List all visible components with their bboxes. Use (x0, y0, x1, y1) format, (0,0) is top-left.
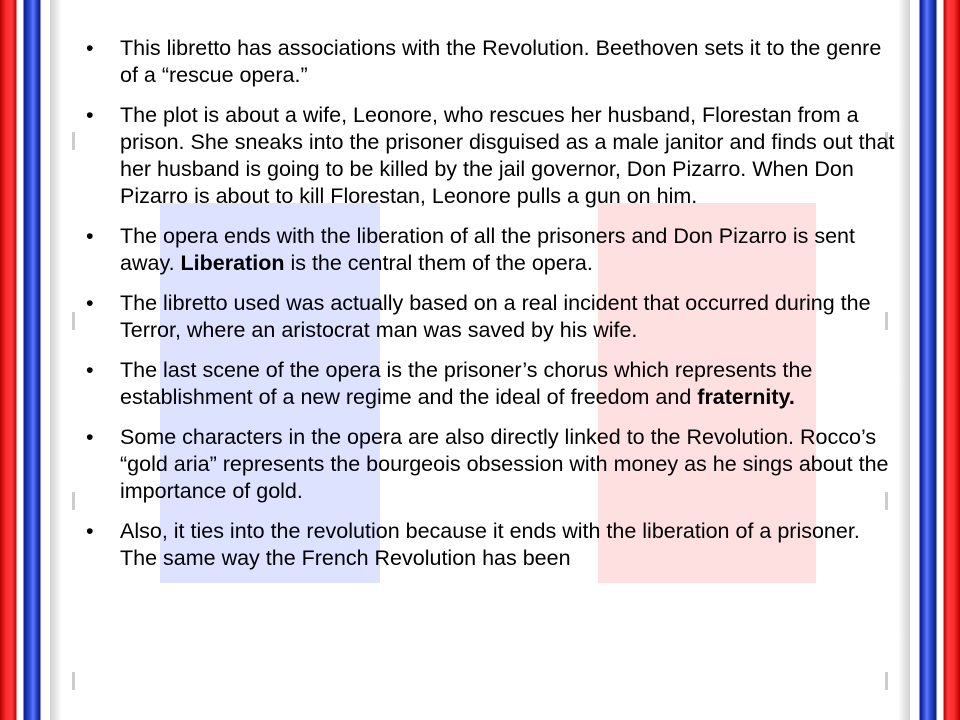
bullet-list (80, 35, 900, 572)
bullet-icon: • (86, 291, 94, 315)
slide-body (80, 35, 900, 585)
decorative-tick (72, 132, 75, 150)
decorative-tick (72, 312, 75, 330)
bullet-item (80, 223, 900, 277)
bullet-text: Also, it ties into the revolution because it ends with the liberation of a prisoner. The same way the French Revolution has been (120, 519, 860, 570)
bullet-text: The plot is about a wife, Leonore, who rescues her husband, Florestan from a prison. She sneaks into the prisoner disguised as a male janitor and finds out that her husband is going to be killed by the jail governor, Don Pizarro. When Don Pizarro is about to kill Florestan, Leonore pulls a gun on him. (120, 103, 895, 208)
bullet-icon: • (86, 519, 94, 543)
left-border-shadow (50, 0, 62, 720)
right-tricolor-border (908, 0, 960, 720)
bullet-item (80, 357, 900, 411)
bullet-icon: • (86, 224, 94, 248)
decorative-tick (885, 672, 888, 690)
bullet-text-start: The last scene of the opera is the prisoner’s chorus which represents the establishment of a new regime and the ideal of freedom and (120, 358, 813, 409)
bullet-icon: • (86, 36, 94, 60)
bullet-icon: • (86, 425, 94, 449)
bullet-item (80, 102, 900, 210)
bullet-text-end: is the central them of the opera. (284, 251, 593, 275)
bullet-item (80, 35, 900, 89)
decorative-tick (72, 492, 75, 510)
bullet-item (80, 518, 900, 572)
bullet-emphasis: fraternity. (697, 385, 795, 409)
bullet-item (80, 424, 900, 505)
bullet-text: Some characters in the opera are also directly linked to the Revolution. Rocco’s “gold aria” represents the bourgeois obsession with money as he sings about the importance of gold. (120, 425, 889, 503)
decorative-tick (72, 672, 75, 690)
left-tricolor-border (0, 0, 52, 720)
bullet-emphasis: Liberation (180, 251, 285, 275)
bullet-text: This libretto has associations with the Revolution. Beethoven sets it to the genre of a “rescue opera.” (120, 36, 882, 87)
bullet-text-start: The opera ends with the liberation of all the prisoners and Don Pizarro is sent away. (120, 224, 855, 275)
bullet-item (80, 290, 900, 344)
bullet-icon: • (86, 103, 94, 127)
bullet-text: The libretto used was actually based on a real incident that occurred during the Terror, where an aristocrat man was saved by his wife. (120, 291, 871, 342)
bullet-icon: • (86, 358, 94, 382)
